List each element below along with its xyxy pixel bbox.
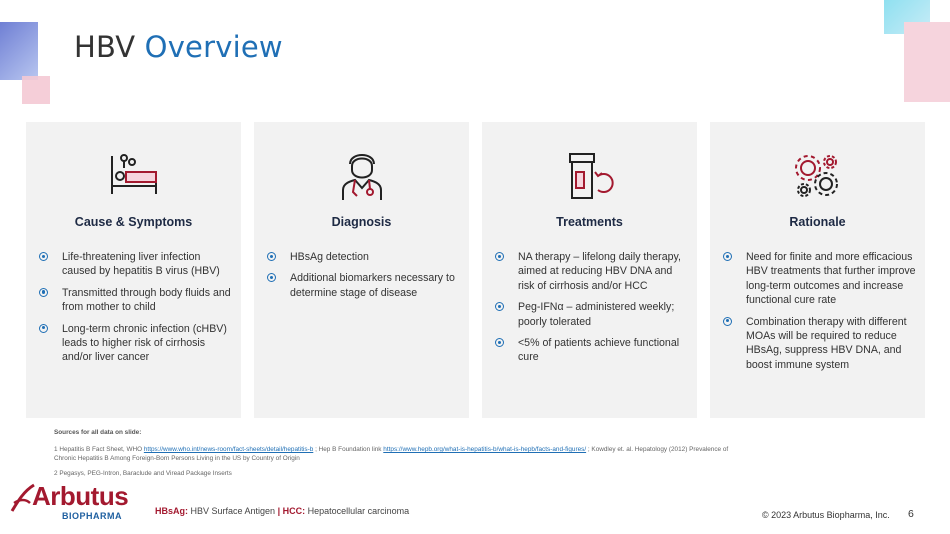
bullet-icon bbox=[495, 338, 504, 347]
title-prefix: HBV bbox=[74, 30, 136, 64]
bullet-icon bbox=[495, 252, 504, 261]
abbreviations: HBsAg: HBV Surface Antigen | HCC: Hepatocellular carcinoma bbox=[155, 506, 410, 516]
medicine-bottle-icon bbox=[482, 150, 697, 202]
bullet-icon bbox=[39, 324, 48, 333]
list-item: Long-term chronic infection (cHBV) leads to higher risk of cirrhosis and/or liver cancer bbox=[39, 322, 233, 365]
page-number: 6 bbox=[908, 508, 914, 520]
bullet-icon bbox=[267, 252, 276, 261]
page-title bbox=[74, 30, 283, 64]
list-item: Additional biomarkers necessary to determine stage of disease bbox=[267, 271, 461, 300]
card-diagnosis bbox=[254, 122, 469, 418]
bullet-list bbox=[495, 250, 689, 372]
decor-square-pink-right bbox=[904, 22, 950, 102]
sources-section bbox=[54, 428, 744, 484]
bullet-icon bbox=[39, 288, 48, 297]
list-item: Transmitted through body fluids and from mother to child bbox=[39, 286, 233, 315]
bullet-list bbox=[267, 250, 461, 307]
bullet-icon bbox=[39, 252, 48, 261]
arbutus-logo bbox=[10, 481, 130, 523]
gears-icon bbox=[710, 150, 925, 202]
card-cause-symptoms bbox=[26, 122, 241, 418]
logo-sub: BIOPHARMA bbox=[62, 511, 122, 521]
source-1: 1 Hepatitis B Fact Sheet, WHO https://www.who.int/news-room/fact-sheets/detail/hepatitis-b ; Hep B Foundation link https://www.hepb.org/what-is-hepatitis-b/what-is-hepb/facts-and-figures/ ; Kowdley et. al. Hepatology (2012) Prevalence of Chronic Hepatitis B Among Foreign-Born Persons Living in the US by Country of Origin bbox=[54, 446, 729, 462]
source-2: 2 Pegasys, PEG-Intron, Baraclude and Viread Package Inserts bbox=[54, 470, 232, 477]
list-item: NA therapy – lifelong daily therapy, aimed at reducing HBV DNA and risk of cirrhosis and/or HCC bbox=[495, 250, 689, 293]
doctor-icon bbox=[254, 150, 469, 202]
list-item: Peg-IFNα – administered weekly; poorly tolerated bbox=[495, 300, 689, 329]
card-heading: Diagnosis bbox=[331, 215, 392, 229]
bullet-icon bbox=[495, 302, 504, 311]
card-rationale bbox=[710, 122, 925, 418]
card-heading: Rationale bbox=[789, 215, 846, 229]
list-item: Combination therapy with different MOAs will be required to reduce HBsAg, suppress HBV DNA, and boost immune system bbox=[723, 315, 917, 373]
card-heading: Cause & Symptoms bbox=[74, 215, 193, 229]
card-treatments bbox=[482, 122, 697, 418]
bullet-icon bbox=[723, 317, 732, 326]
source-link-who[interactable]: https://www.who.int/news-room/fact-sheets/detail/hepatitis-b bbox=[143, 446, 314, 453]
bullet-icon bbox=[267, 273, 276, 282]
decor-square-pink-left bbox=[22, 76, 50, 104]
list-item: Need for finite and more efficacious HBV treatments that further improve long-term outcomes and increase functional cure rate bbox=[723, 250, 917, 308]
copyright: © 2023 Arbutus Biopharma, Inc. bbox=[762, 510, 890, 520]
bullet-list bbox=[39, 250, 233, 372]
hospital-bed-icon bbox=[26, 150, 241, 202]
list-item: HBsAg detection bbox=[267, 250, 461, 264]
list-item: Life-threatening liver infection caused by hepatitis B virus (HBV) bbox=[39, 250, 233, 279]
source-link-hepb[interactable]: https://www.hepb.org/what-is-hepatitis-b/what-is-hepb/facts-and-figures/ bbox=[383, 446, 587, 453]
card-heading: Treatments bbox=[556, 215, 623, 229]
bullet-icon bbox=[723, 252, 732, 261]
sources-title: Sources for all data on slide: bbox=[54, 429, 142, 436]
decor-square-blue-left bbox=[0, 22, 38, 80]
logo-word: Arbutus bbox=[32, 481, 129, 511]
title-accent: Overview bbox=[144, 30, 283, 64]
list-item: <5% of patients achieve functional cure bbox=[495, 336, 689, 365]
bullet-list bbox=[723, 250, 917, 379]
